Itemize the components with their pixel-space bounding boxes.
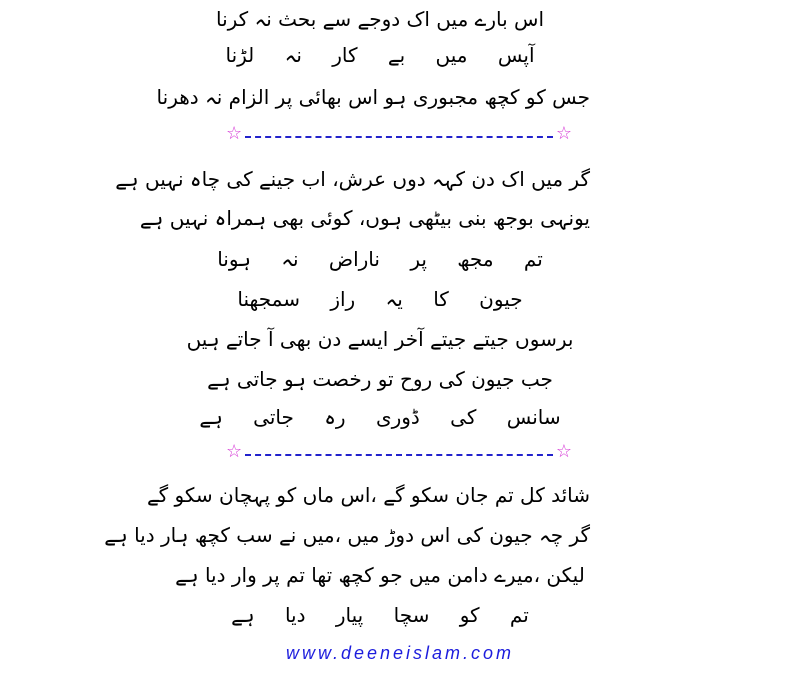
- poem-line: جس کو کچھ مجبوری ہو اس بھائی پر الزام نہ دھرنا: [156, 85, 590, 109]
- poem-line: جب جیون کی روح تو رخصت ہو جاتی ہے: [207, 367, 553, 391]
- stanza-divider: [226, 442, 572, 462]
- poem-line: برسوں جیتے جیتے آخر ایسے دن بھی آ جاتے ہیں: [186, 327, 574, 351]
- poem-line: لیکن ،میرے دامن میں جو کچھ تھا تم پر وار دیا ہے: [175, 563, 585, 587]
- poem-line: جیون کا یہ راز سمجھنا: [237, 287, 523, 311]
- poem-line: سانس کی ڈوری رہ جاتی ہے: [199, 405, 561, 429]
- poem-line: آپس میں بے کار نہ لڑنا: [225, 43, 535, 67]
- dashed-rule: [245, 454, 553, 456]
- poem-line: تم کو سچا پیار دیا ہے: [231, 603, 529, 627]
- poem-line: شائد کل تم جان سکو گے ،اس ماں کو پہچان سکو گے: [146, 483, 590, 507]
- poem-line: تم مجھ پر ناراض نہ ہونا: [217, 247, 543, 271]
- poem-line: گر چہ جیون کی اس دوڑ میں ،میں نے سب کچھ ہار دیا ہے: [104, 523, 590, 547]
- poem-line: اس بارے میں اک دوجے سے بحث نہ کرنا: [215, 7, 545, 31]
- poem-line: گر میں اک دن کہہ دوں عرش، اب جینے کی چاہ نہیں ہے: [115, 167, 590, 191]
- star-icon: ☆: [555, 441, 572, 462]
- poem-line: یونہی بوجھ بنی بیٹھی ہوں، کوئی بھی ہمراہ نہیں ہے: [139, 206, 590, 230]
- stanza-divider: [226, 124, 572, 144]
- star-icon: ☆: [555, 123, 572, 144]
- star-icon: ☆: [226, 441, 243, 462]
- star-icon: ☆: [226, 123, 243, 144]
- dashed-rule: [245, 136, 553, 138]
- website-link[interactable]: www.deeneislam.com: [285, 643, 515, 663]
